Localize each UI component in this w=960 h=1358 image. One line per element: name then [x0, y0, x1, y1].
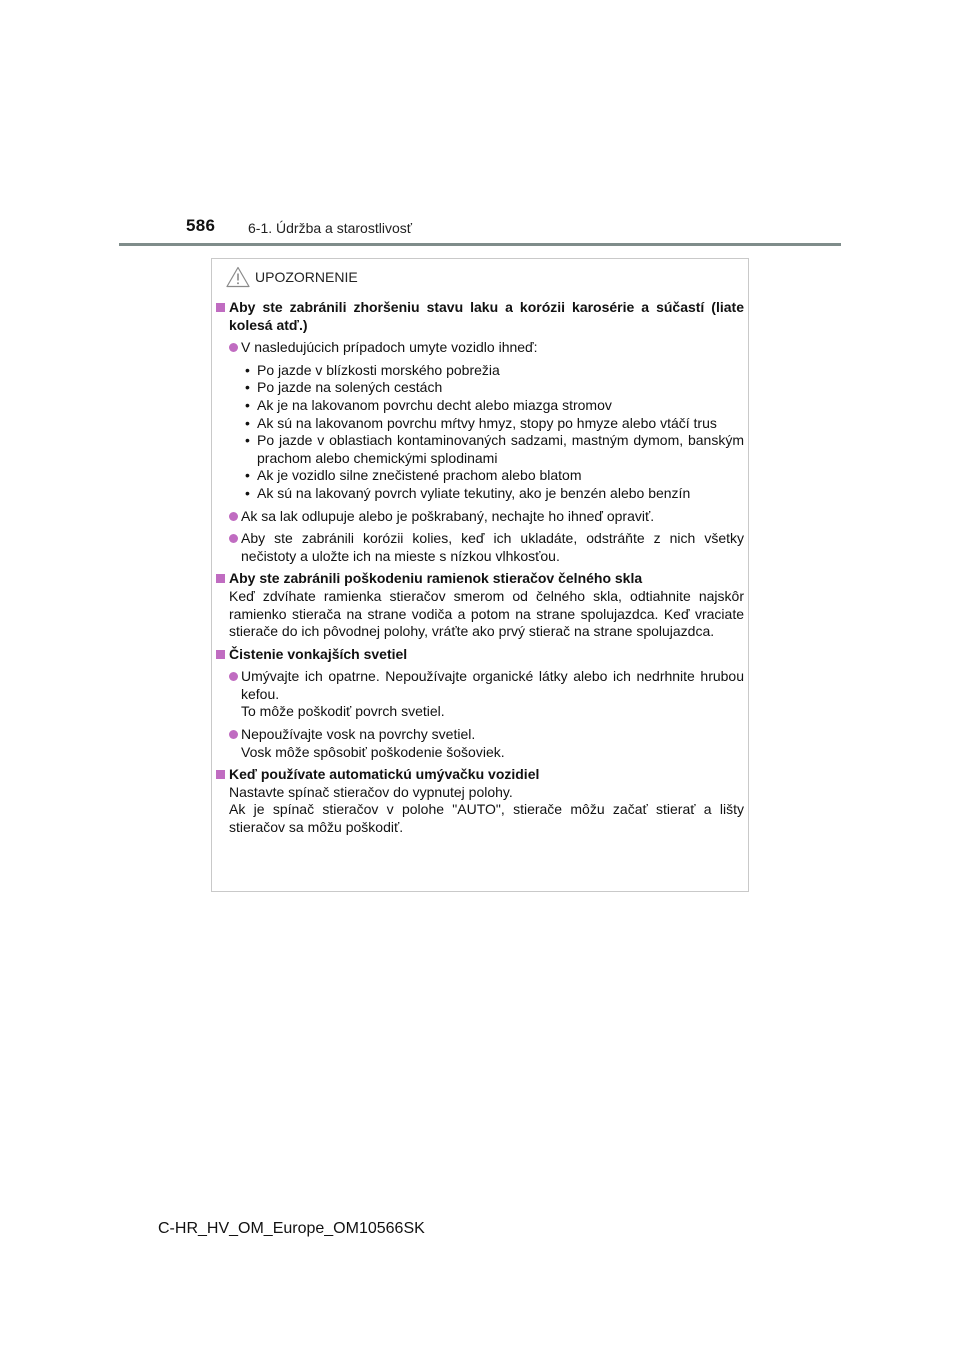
section-heading [216, 570, 744, 588]
page-number: 586 [186, 216, 216, 235]
bullet-text: Umývajte ich opatrne. Nepoužívajte organické látky alebo ich nedrhnite hrubou kefou. [241, 668, 744, 702]
bullet-item [216, 726, 744, 761]
bullet-note: To môže poškodiť povrch svetiel. [241, 703, 445, 720]
header-rule [119, 243, 841, 246]
bullet-note: Vosk môže spôsobiť poškodenie šošoviek. [241, 743, 505, 760]
dot-bullet-icon: • [245, 361, 250, 378]
section-heading [216, 299, 744, 334]
heading-text: Aby ste zabránili zhoršeniu stavu laku a korózii karosérie a súčastí (liate kolesá atď.) [229, 299, 744, 333]
warning-title: UPOZORNENIE [255, 269, 358, 285]
sub-item-text: Ak sú na lakovaný povrch vyliate tekutiny, ako je benzén alebo benzín [257, 484, 691, 501]
sub-item-text: Ak je vozidlo silne znečistené prachom alebo blatom [257, 467, 582, 484]
sub-list-item [216, 362, 744, 380]
round-bullet-icon [229, 672, 238, 681]
sub-list-item [216, 379, 744, 397]
warning-content [216, 299, 744, 837]
bullet-text: Nepoužívajte vosk na povrchy svetiel. [241, 726, 476, 743]
warning-header [226, 263, 358, 291]
sub-item-text: Ak sú na lakovanom povrchu mŕtvy hmyz, stopy po hmyze alebo vtáčí trus [257, 414, 717, 431]
bullet-item [216, 339, 744, 357]
bullet-text: V nasledujúcich prípadoch umyte vozidlo ihneď: [241, 339, 538, 356]
square-bullet-icon [216, 650, 225, 659]
sub-list-item [216, 467, 744, 485]
heading-text: Čistenie vonkajších svetiel [229, 645, 408, 662]
sub-list-item [216, 432, 744, 467]
heading-text: Keď používate automatickú umývačku vozidiel [229, 766, 540, 783]
round-bullet-icon [229, 512, 238, 521]
sub-item-text: Po jazde v blízkosti morského pobrežia [257, 361, 500, 378]
sub-list-item [216, 397, 744, 415]
dot-bullet-icon: • [245, 467, 250, 484]
square-bullet-icon [216, 303, 225, 312]
bullet-item [216, 668, 744, 721]
sub-item-text: Ak je na lakovanom povrchu decht alebo miazga stromov [257, 396, 612, 413]
square-bullet-icon [216, 574, 225, 583]
section-title: 6-1. Údržba a starostlivosť [248, 220, 412, 236]
round-bullet-icon [229, 534, 238, 543]
bullet-item [216, 530, 744, 565]
section-heading [216, 646, 744, 664]
footer-code: C-HR_HV_OM_Europe_OM10566SK [158, 1220, 425, 1237]
paragraph: Keď zdvíhate ramienka stieračov smerom od čelného skla, odtiahnite najskôr ramienko stierača na strane vodiča a potom na strane spolujazdca. Keď vraciate stierače do ich pôvodnej polohy, vráťte ako prvý stierač na strane spolujazdca. [229, 587, 744, 640]
bullet-item [216, 508, 744, 526]
dot-bullet-icon: • [245, 414, 250, 431]
sub-list-item [216, 415, 744, 433]
warning-triangle-icon [226, 266, 250, 288]
warning-box [211, 258, 749, 892]
dot-bullet-icon: • [245, 396, 250, 413]
paragraph: Nastavte spínač stieračov do vypnutej polohy. [229, 783, 513, 800]
square-bullet-icon [216, 770, 225, 779]
round-bullet-icon [229, 343, 238, 352]
dot-bullet-icon: • [245, 484, 250, 501]
sub-item-text: Po jazde na solených cestách [257, 379, 443, 396]
sub-item-text: Po jazde v oblastiach kontaminovaných sadzami, mastným dymom, banským prachom alebo chemickými splodinami [257, 432, 744, 466]
dot-bullet-icon: • [245, 432, 250, 449]
bullet-text: Aby ste zabránili korózii kolies, keď ich ukladáte, odstráňte z nich všetky nečistoty a uložte ich na mieste s nízkou vlhkosťou. [241, 530, 744, 564]
section-heading [216, 766, 744, 784]
sub-list [216, 362, 744, 503]
dot-bullet-icon: • [245, 379, 250, 396]
heading-text: Aby ste zabránili poškodeniu ramienok stieračov čelného skla [229, 570, 643, 587]
sub-list-item [216, 485, 744, 503]
round-bullet-icon [229, 730, 238, 739]
bullet-text: Ak sa lak odlupuje alebo je poškrabaný, nechajte ho ihneď opraviť. [241, 507, 655, 524]
paragraph: Ak je spínač stieračov v polohe "AUTO", stierače môžu začať stierať a lišty stieračov sa môžu poškodiť. [229, 801, 744, 836]
